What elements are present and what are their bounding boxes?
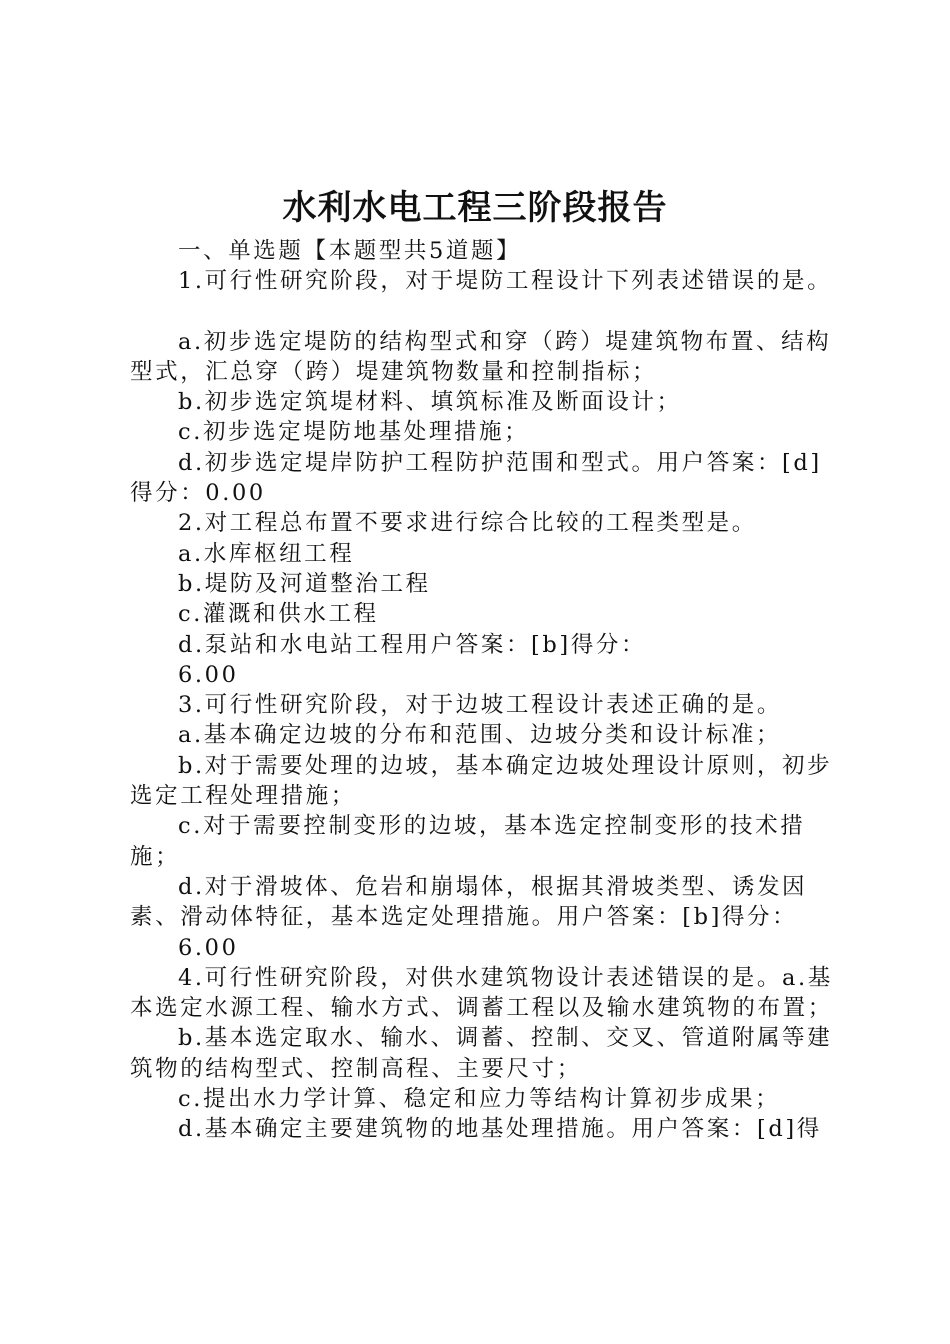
question-4-option-b: b.基本选定取水、输水、调蓄、控制、交叉、管道附属等建筑物的结构型式、控制高程、主要尺寸； [130,1025,833,1082]
document-title: 水利水电工程三阶段报告 [282,188,668,228]
question-1-option-a: a.初步选定堤防的结构型式和穿（跨）堤建筑物布置、结构型式，汇总穿（跨）堤建筑物数量和控制指标； [130,328,832,385]
question-3-option-a: a.基本确定边坡的分布和范围、边坡分类和设计标准； [178,722,782,749]
question-4: 4.可行性研究阶段，对供水建筑物设计表述错误的是。a.基本选定水源工程、输水方式、调蓄工程以及输水建筑物的布置； [130,964,833,1022]
question-4-option-c: c.提出水力学计算、稳定和应力等结构计算初步成果； [178,1086,781,1113]
section-heading: 一、单选题【本题型共5道题】 [178,238,522,264]
question-2-option-d: d.泵站和水电站工程用户答案：[b]得分： [178,631,647,658]
question-2-option-b: b.堤防及河道整治工程 [178,570,431,597]
question-2-option-a: a.水库枢纽工程 [178,540,355,567]
document-body [130,236,835,1145]
question-3-option-b: b.对于需要处理的边坡，基本确定边坡处理设计原则，初步选定工程处理措施； [130,752,833,810]
question-3: 3.可行性研究阶段，对于边坡工程设计表述正确的是。 [178,692,782,719]
question-1: 1.可行性研究阶段，对于堤防工程设计下列表述错误的是。 [178,268,833,295]
blank-line [130,297,835,327]
question-1-option-b: b.初步选定筑堤材料、填筑标准及断面设计； [178,389,682,416]
question-4-option-d: d.基本确定主要建筑物的地基处理措施。用户答案：[d]得 [178,1116,822,1143]
question-3-score: 6.00 [178,934,239,961]
question-3-option-c: c.对于需要控制变形的边坡，基本选定控制变形的技术措施； [130,813,806,870]
question-1-option-d: d.初步选定堤岸防护工程防护范围和型式。用户答案：[d]得分：0.00 [130,449,822,507]
question-3-option-d: d.对于滑坡体、危岩和崩塌体，根据其滑坡类型、诱发因素、滑动体特征，基本选定处理措施。用户答案：[b]得分： [130,873,808,931]
question-2-option-c: c.灌溉和供水工程 [178,601,379,628]
question-2: 2.对工程总布置不要求进行综合比较的工程类型是。 [178,510,757,537]
question-1-option-c: c.初步选定堤防地基处理措施； [178,419,530,446]
question-2-score: 6.00 [178,661,239,688]
